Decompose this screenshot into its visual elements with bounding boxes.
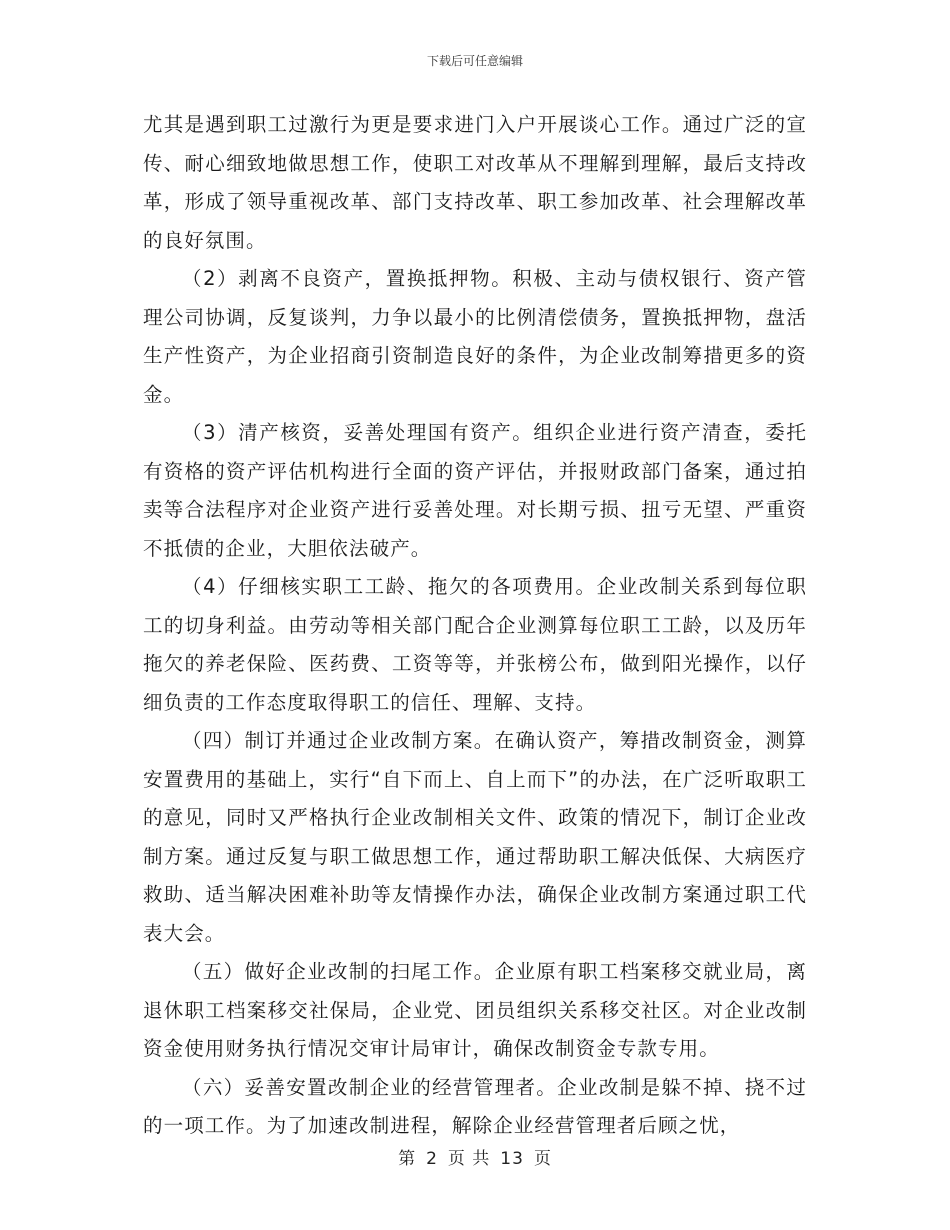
paragraph-section-5: （五）做好企业改制的扫尾工作。企业原有职工档案移交就业局，离退休职工档案移交社保局，企业党、团员组织关系移交社区。对企业改制资金使用财务执行情况交审计局审计，确保改制资金专款专用。 bbox=[143, 960, 807, 1060]
paragraph-section-4: （四）制订并通过企业改制方案。在确认资产，筹措改制资金，测算安置费用的基础上，实行“自下而上、自上而下”的办法，在广泛听取职工的意见，同时又严格执行企业改制相关文件、政策的情况下，制订企业改制方案。通过反复与职工做思想工作，通过帮助职工解决低保、大病医疗救助、适当解决困难补助等友情操作办法，确保企业改制方案通过职工代表大会。 bbox=[143, 729, 807, 945]
paragraph-item-2: （2）剥离不良资产，置换抵押物。积极、主动与债权银行、资产管理公司协调，反复谈判，力争以最小的比例清偿债务，置换抵押物，盘活生产性资产，为企业招商引资制造良好的条件，为企业改制筹措更多的资金。 bbox=[143, 267, 807, 406]
footer-middle: 页 共 bbox=[447, 1149, 491, 1169]
page-header: 下载后可任意编辑 bbox=[426, 54, 523, 68]
paragraph-item-3: （3）清产核资，妥善处理国有资产。组织企业进行资产清查，委托有资格的资产评估机构进行全面的资产评估，并报财政部门备案，通过拍卖等合法程序对企业资产进行妥善处理。对长期亏损、扭亏无望、严重资不抵债的企业，大胆依法破产。 bbox=[143, 421, 807, 560]
footer-current-page: 2 bbox=[426, 1149, 438, 1169]
paragraph-continuation: 尤其是遇到职工过激行为更是要求进门入户开展谈心工作。通过广泛的宣传、耐心细致地做思想工作，使职工对改革从不理解到理解，最后支持改革，形成了领导重视改革、部门支持改革、职工参加改革、社会理解改革的良好氛围。 bbox=[143, 113, 807, 252]
document-body bbox=[143, 106, 807, 1146]
paragraph-section-6: （六）妥善安置改制企业的经营管理者。企业改制是躲不掉、挠不过的一项工作。为了加速改制进程，解除企业经营管理者后顾之忧， bbox=[143, 1075, 807, 1137]
footer-total-pages: 13 bbox=[500, 1149, 524, 1169]
footer-prefix: 第 bbox=[398, 1149, 417, 1169]
paragraph-item-4: （4）仔细核实职工工龄、拖欠的各项费用。企业改制关系到每位职工的切身利益。由劳动等相关部门配合企业测算每位职工工龄，以及历年拖欠的养老保险、医药费、工资等等，并张榜公布，做到阳光操作，以仔细负责的工作态度取得职工的信任、理解、支持。 bbox=[143, 575, 807, 714]
footer-suffix: 页 bbox=[533, 1149, 552, 1169]
page-footer bbox=[0, 1148, 950, 1170]
